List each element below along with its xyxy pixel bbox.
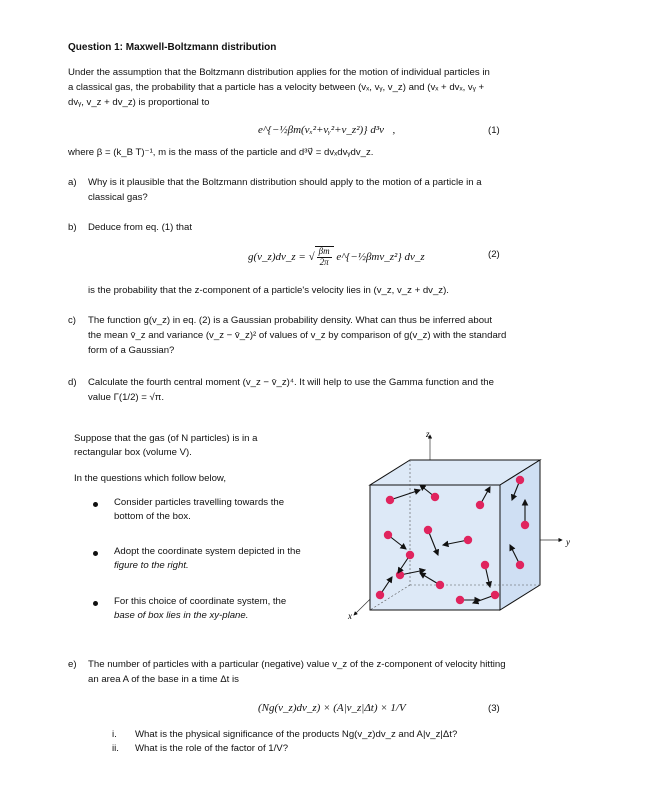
sub-question-2-text: What is the role of the factor of 1/V? — [135, 743, 289, 754]
equation-2-lhs: g(v_z)dv_z = — [248, 250, 306, 263]
bullet-2-line-2: figure to the right. — [114, 560, 189, 571]
part-a-label: a) — [68, 177, 77, 188]
box-text-line-2: rectangular box (volume V). — [74, 447, 192, 458]
intro-line-2: a classical gas, the probability that a particle has a velocity between (vₓ, vᵧ, v_z) and (vₓ + dvₓ, vᵧ + — [68, 82, 485, 93]
part-a-line-1: Why is it plausible that the Boltzmann distribution should apply to the motion of a particle in a — [88, 177, 482, 188]
gas-particle — [516, 476, 524, 484]
bullet-marker — [93, 551, 98, 556]
x-axis-label: x — [348, 611, 352, 621]
bullet-marker — [93, 601, 98, 606]
equation-2-tail: e^{−½βmv_z²} dv_z — [336, 250, 425, 263]
bullet-3-line-1: For this choice of coordinate system, the — [114, 596, 287, 607]
sub-question-1-number: i. — [112, 729, 117, 740]
gas-particle — [406, 551, 414, 559]
part-e-line-2: an area A of the base in a time Δt is — [88, 674, 239, 685]
part-a-line-2: classical gas? — [88, 192, 148, 203]
box-text-line-1: Suppose that the gas (of N particles) is in a — [74, 433, 258, 444]
gas-particle — [464, 536, 472, 544]
bullet-2-line-1: Adopt the coordinate system depicted in the — [114, 546, 301, 557]
part-b-line-2: is the probability that the z-component of a particle's velocity lies in (v_z, v_z + dv_z). — [88, 285, 449, 296]
gas-particle — [476, 501, 484, 509]
intro-line-3: dvᵧ, v_z + dv_z) is proportional to — [68, 97, 210, 108]
equation-3: (Ng(v_z)dv_z) × (A|v_z|Δt) × 1/V — [258, 702, 406, 714]
sub-question-1-text: What is the physical significance of the products Ng(v_z)dv_z and A|v_z|Δt? — [135, 729, 458, 740]
part-e-line-1: The number of particles with a particular (negative) value v_z of the z-component of velocity hitting — [88, 659, 506, 670]
gas-particle — [424, 526, 432, 534]
equation-2: g(v_z)dv_z = √ $\frac{\beta m}{2\pi}$ e^{−½βmv_z²} dv_z — [248, 246, 425, 267]
equation-2-number: (2) — [488, 249, 500, 260]
question-title: Question 1: Maxwell-Boltzmann distribution — [68, 42, 277, 53]
part-d-line-1: Calculate the fourth central moment (v_z − v̄_z)⁴. It will help to use the Gamma function and the — [88, 377, 494, 388]
gas-particle — [456, 596, 464, 604]
part-b-label: b) — [68, 222, 77, 233]
box-text-line-3: In the questions which follow below, — [74, 473, 226, 484]
gas-box-figure — [340, 425, 580, 625]
gas-particle — [386, 496, 394, 504]
equation-2-frac-num: βm — [318, 246, 330, 256]
bullet-marker — [93, 502, 98, 507]
sub-question-2-number: ii. — [112, 743, 119, 754]
bullet-1-line-1: Consider particles travelling towards the — [114, 497, 285, 508]
where-line: where β = (k_B T)⁻¹, m is the mass of the particle and d³v⃗ = dvₓdvᵧdv_z. — [68, 147, 374, 158]
gas-particle — [521, 521, 529, 529]
gas-particle — [384, 531, 392, 539]
gas-particle — [436, 581, 444, 589]
part-b-line-1: Deduce from eq. (1) that — [88, 222, 192, 233]
gas-particle — [481, 561, 489, 569]
equation-3-number: (3) — [488, 703, 500, 714]
equation-2-frac-den: 2π — [319, 256, 329, 267]
part-c-line-1: The function g(v_z) in eq. (2) is a Gaussian probability density. What can thus be inferred about — [88, 315, 493, 326]
intro-line-1: Under the assumption that the Boltzmann distribution applies for the motion of individual particles in — [68, 67, 490, 78]
gas-particle — [491, 591, 499, 599]
box — [370, 460, 540, 610]
gas-particle — [431, 493, 439, 501]
part-c-line-3: form of a Gaussian? — [88, 345, 175, 356]
part-d-label: d) — [68, 377, 77, 388]
part-e-label: e) — [68, 659, 77, 670]
part-d-line-2: value Γ(1/2) = √π. — [88, 392, 165, 403]
gas-particle — [376, 591, 384, 599]
part-c-line-2: the mean v̄_z and variance (v_z − v̄_z)² of values of v_z by comparison of g(v_z) with the standard — [88, 330, 507, 341]
bullet-1-line-2: bottom of the box. — [114, 511, 191, 522]
gas-particle — [396, 571, 404, 579]
equation-1: e^{−½βm(vₓ²+vᵧ²+v_z²)} d³v⃗, — [258, 124, 396, 136]
part-c-label: c) — [68, 315, 76, 326]
z-axis-label: z — [426, 429, 430, 439]
gas-particle — [516, 561, 524, 569]
bullet-3-line-2: base of box lies in the xy-plane. — [114, 610, 249, 621]
y-axis-label: y — [566, 537, 570, 547]
equation-1-number: (1) — [488, 125, 500, 136]
